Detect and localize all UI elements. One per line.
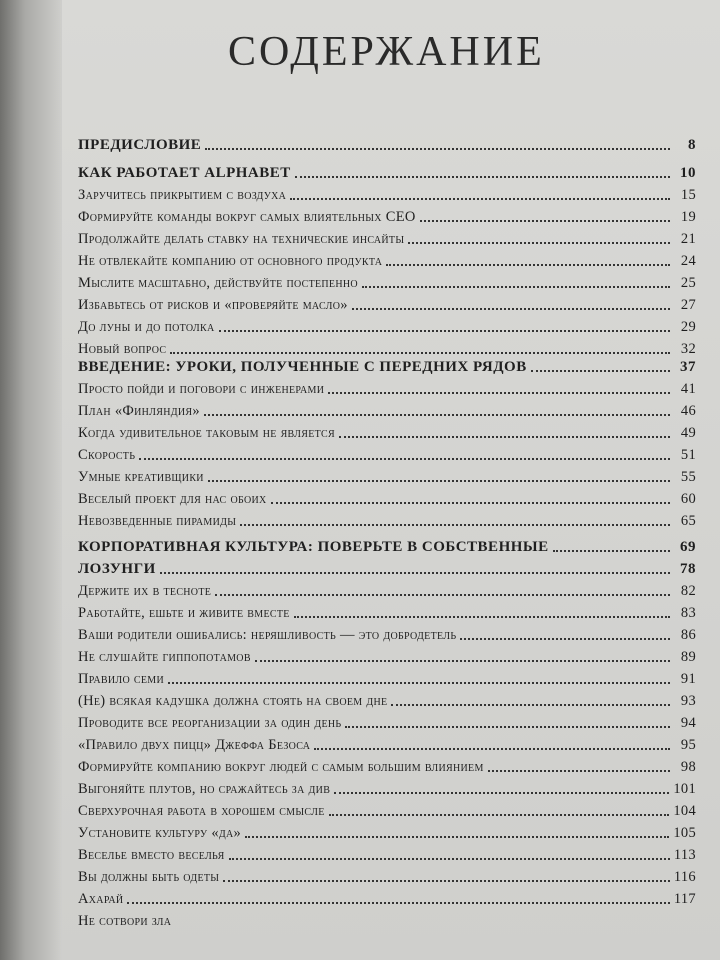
toc-entry-page: 93 xyxy=(680,693,696,709)
toc-entry-page: 82 xyxy=(680,583,696,599)
toc-entry xyxy=(78,464,696,486)
toc-entry-title: Ахарай xyxy=(78,891,124,907)
toc-section-entry xyxy=(78,160,696,182)
toc-entry-title: Веселье вместо веселья xyxy=(78,847,225,863)
toc-entry-page: 41 xyxy=(680,381,696,397)
toc-entry-page: 95 xyxy=(680,737,696,753)
toc-entry-title: Проводите все реорганизации за один день xyxy=(78,715,342,731)
dot-leader xyxy=(223,880,670,882)
dot-leader xyxy=(295,176,670,178)
toc-entry-page: 24 xyxy=(680,253,696,269)
toc-entry-page: 25 xyxy=(680,275,696,291)
dot-leader xyxy=(460,638,670,640)
toc-entry xyxy=(78,908,696,930)
dot-leader xyxy=(208,480,670,482)
book-page xyxy=(40,0,720,960)
dot-leader xyxy=(352,308,670,310)
dot-leader xyxy=(328,392,670,394)
toc-entry xyxy=(78,442,696,464)
toc-entry-page: 78 xyxy=(680,561,696,577)
toc-entry-page: 65 xyxy=(680,513,696,529)
toc-entry-title: ПРЕДИСЛОВИЕ xyxy=(78,137,202,153)
toc-entry-title: Веселый проект для нас обоих xyxy=(78,491,267,507)
toc-entry xyxy=(78,820,696,842)
toc-entry xyxy=(78,292,696,314)
page-title: СОДЕРЖАНИЕ xyxy=(228,29,545,75)
toc-entry-title: Скорость xyxy=(78,447,136,463)
dot-leader xyxy=(215,594,670,596)
dot-leader xyxy=(240,524,670,526)
dot-leader xyxy=(271,502,670,504)
toc-entry-page: 37 xyxy=(680,359,696,375)
dot-leader xyxy=(204,414,670,416)
toc-entry xyxy=(78,508,696,530)
toc-entry-title: Работайте, ешьте и живите вместе xyxy=(78,605,290,621)
toc-entry xyxy=(78,376,696,398)
toc-entry-title: Новый вопрос xyxy=(78,341,167,357)
toc-entry xyxy=(78,314,696,336)
toc-entry-title: Ваши родители ошибались: неряшливость — это добродетель xyxy=(78,627,457,643)
dot-leader xyxy=(205,148,670,150)
toc-entry-page: 60 xyxy=(680,491,696,507)
toc-entry-page: 117 xyxy=(673,891,696,907)
toc-entry-title: План «Финляндия» xyxy=(78,403,200,419)
toc-entry-page: 101 xyxy=(673,781,696,797)
toc-entry-title: Не слушайте гиппопотамов xyxy=(78,649,251,665)
toc-entry xyxy=(78,182,696,204)
toc-entry-title: ВВЕДЕНИЕ: УРОКИ, ПОЛУЧЕННЫЕ С ПЕРЕДНИХ РЯДОВ xyxy=(78,359,527,375)
toc-entry-title: Установите культуру «да» xyxy=(78,825,242,841)
toc-entry-title: Просто пойди и поговори с инженерами xyxy=(78,381,325,397)
toc-entry-page: 116 xyxy=(673,869,696,885)
toc-entry-page: 86 xyxy=(680,627,696,643)
dot-leader xyxy=(168,682,670,684)
toc-entry xyxy=(78,226,696,248)
toc-entry-title: Мыслите масштабно, действуйте постепенно xyxy=(78,275,358,291)
toc-entry-page: 8 xyxy=(688,137,696,153)
toc-entry xyxy=(78,248,696,270)
dot-leader xyxy=(127,902,669,904)
toc-section-entry xyxy=(78,556,696,578)
toc-entry-page: 46 xyxy=(680,403,696,419)
toc-entry-page: 105 xyxy=(673,825,696,841)
dot-leader xyxy=(255,660,670,662)
toc-entry-page: 32 xyxy=(680,341,696,357)
dot-leader xyxy=(339,436,670,438)
toc-entry-title: Когда удивительное таковым не является xyxy=(78,425,335,441)
toc-entry-page: 15 xyxy=(680,187,696,203)
toc-entry-page: 89 xyxy=(680,649,696,665)
toc-entry-page: 113 xyxy=(673,847,696,863)
toc-entry-page: 69 xyxy=(680,539,696,555)
dot-leader xyxy=(408,242,670,244)
toc-entry-title: «Правило двух пицц» Джеффа Безоса xyxy=(78,737,311,753)
toc-entry-title: Избавьтесь от рисков и «проверяйте масло» xyxy=(78,297,348,313)
toc-entry-title: Не отвлекайте компанию от основного продукта xyxy=(78,253,383,269)
toc-entry-title: Формируйте команды вокруг самых влиятельных CEO xyxy=(78,209,416,225)
toc-entry-page: 21 xyxy=(680,231,696,247)
dot-leader xyxy=(420,220,670,222)
toc-entry xyxy=(78,398,696,420)
toc-section-entry xyxy=(78,534,696,556)
toc-entry-page: 10 xyxy=(680,165,696,181)
toc-entry-title: Держите их в тесноте xyxy=(78,583,212,599)
toc-entry-title: До луны и до потолка xyxy=(78,319,215,335)
toc-entry xyxy=(78,204,696,226)
dot-leader xyxy=(334,792,669,794)
toc-entry-title: Продолжайте делать ставку на технические инсайты xyxy=(78,231,405,247)
toc-entry xyxy=(78,710,696,732)
toc-section-entry xyxy=(78,354,696,376)
toc-entry-title: ЛОЗУНГИ xyxy=(78,561,156,577)
dot-leader xyxy=(314,748,670,750)
toc-entry xyxy=(78,864,696,886)
toc-entry-page: 55 xyxy=(680,469,696,485)
dot-leader xyxy=(294,616,670,618)
toc-entry xyxy=(78,732,696,754)
toc-entry xyxy=(78,842,696,864)
toc-entry-title: Невозведенные пирамиды xyxy=(78,513,237,529)
toc-entry xyxy=(78,270,696,292)
toc-entry-title: Правило семи xyxy=(78,671,164,687)
dot-leader xyxy=(553,550,670,552)
toc-entry-page: 94 xyxy=(680,715,696,731)
toc-entry-page: 104 xyxy=(673,803,696,819)
dot-leader xyxy=(488,770,670,772)
toc-entry xyxy=(78,776,696,798)
dot-leader xyxy=(345,726,670,728)
toc-entry-page: 19 xyxy=(680,209,696,225)
toc-entry-page: 83 xyxy=(680,605,696,621)
toc-entry xyxy=(78,798,696,820)
toc-entry xyxy=(78,420,696,442)
dot-leader xyxy=(386,264,670,266)
toc-entry-title: КАК РАБОТАЕТ ALPHABET xyxy=(78,165,291,181)
toc-entry-page: 49 xyxy=(680,425,696,441)
toc-entry-title: КОРПОРАТИВНАЯ КУЛЬТУРА: ПОВЕРЬТЕ В СОБСТВЕННЫЕ xyxy=(78,539,549,555)
toc-entry xyxy=(78,886,696,908)
toc-entry xyxy=(78,754,696,776)
dot-leader xyxy=(229,858,670,860)
dot-leader xyxy=(290,198,670,200)
toc-entry xyxy=(78,622,696,644)
dot-leader xyxy=(391,704,670,706)
toc-entry-page: 51 xyxy=(680,447,696,463)
toc-entry-page: 27 xyxy=(680,297,696,313)
dot-leader xyxy=(139,458,670,460)
toc-entry-title: (Не) всякая кадушка должна стоять на своем дне xyxy=(78,693,388,709)
dot-leader xyxy=(219,330,671,332)
toc-entry xyxy=(78,644,696,666)
dot-leader xyxy=(329,814,670,816)
dot-leader xyxy=(531,370,670,372)
dot-leader xyxy=(245,836,669,838)
dot-leader xyxy=(160,572,670,574)
toc-entry xyxy=(78,578,696,600)
toc-entry-page: 91 xyxy=(680,671,696,687)
toc-entry xyxy=(78,486,696,508)
toc-entry-title: Умные креативщики xyxy=(78,469,204,485)
toc-entry-title: Вы должны быть одеты xyxy=(78,869,220,885)
toc-entry xyxy=(78,600,696,622)
toc-entry-title: Заручитесь прикрытием с воздуха xyxy=(78,187,287,203)
toc-entry-page: 98 xyxy=(680,759,696,775)
toc-entry-title: Сверхурочная работа в хорошем смысле xyxy=(78,803,325,819)
toc-entry xyxy=(78,666,696,688)
toc-entry-title: Не сотвори зла xyxy=(78,913,172,929)
toc-section-entry xyxy=(78,132,696,154)
toc-entry xyxy=(78,688,696,710)
toc-entry-title: Формируйте компанию вокруг людей с самым большим влиянием xyxy=(78,759,484,775)
toc-entry-page: 29 xyxy=(680,319,696,335)
dot-leader xyxy=(362,286,670,288)
toc-entry-title: Выгоняйте плутов, но сражайтесь за див xyxy=(78,781,331,797)
